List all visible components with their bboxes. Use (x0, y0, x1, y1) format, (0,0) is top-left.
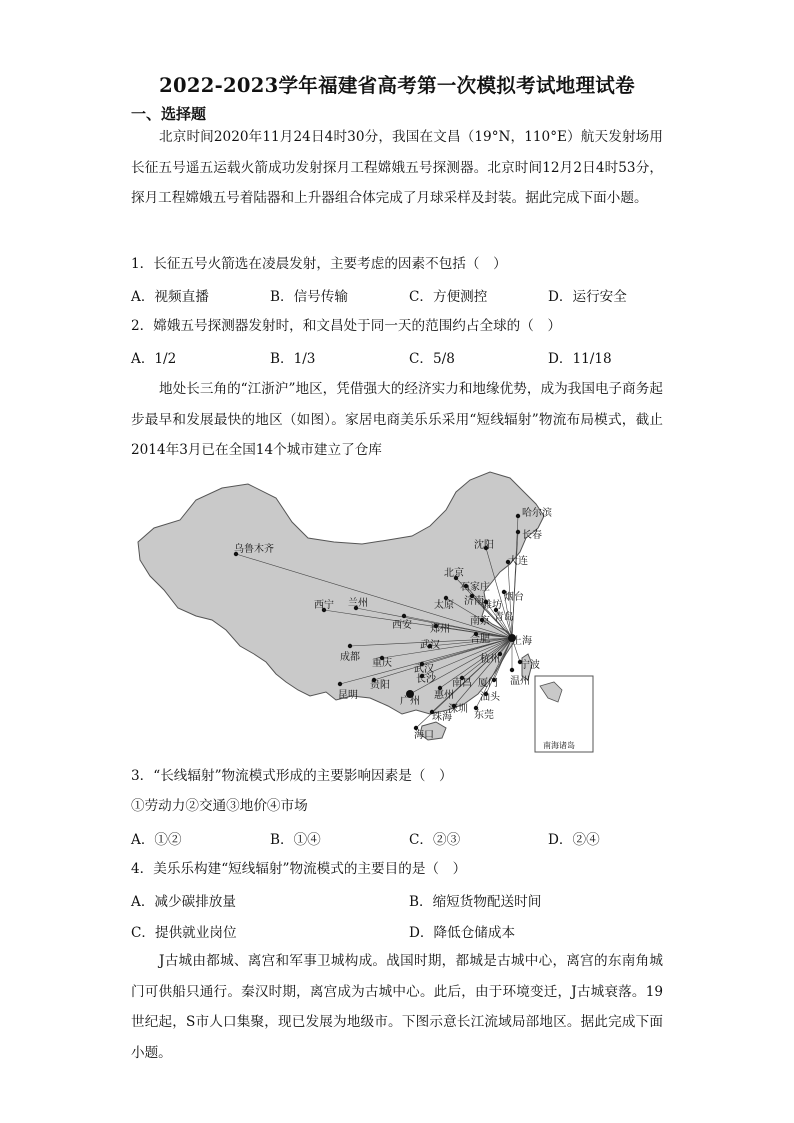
city-label: 兰州 (348, 598, 368, 609)
q3-option-d[interactable]: D．②④ (548, 832, 600, 848)
city-label: 青岛 (494, 612, 514, 623)
question-1-options (131, 285, 691, 305)
inset-label: 南海诸岛 (543, 741, 575, 750)
city-label: 武汉 (420, 640, 440, 651)
city-label: 大连 (508, 556, 528, 567)
question-1-stem: 1．长征五号火箭选在凌晨发射，主要考虑的因素不包括（ ） (131, 256, 507, 272)
city-label: 海口 (414, 730, 434, 741)
city-label: 汕头 (480, 692, 500, 703)
city-label: 广州 (400, 696, 420, 707)
city-label: 乌鲁木齐 (234, 544, 274, 555)
city-label: 长沙 (416, 674, 436, 685)
q2-option-c[interactable]: C．5/8 (409, 351, 455, 367)
city-label: 温州 (510, 676, 530, 687)
q1-option-d[interactable]: D．运行安全 (548, 289, 627, 305)
city-label: 重庆 (372, 658, 392, 669)
q2-option-b[interactable]: B．1/3 (270, 351, 316, 367)
q2-option-a[interactable]: A．1/2 (131, 351, 177, 367)
q4-option-b[interactable]: B．缩短货物配送时间 (409, 894, 542, 910)
question-3-stem: 3．“长线辐射”物流模式形成的主要影响因素是（ ） (131, 768, 453, 784)
q4-option-d[interactable]: D．降低仓储成本 (409, 925, 516, 941)
q1-option-b[interactable]: B．信号传输 (270, 289, 348, 305)
city-label: 烟台 (504, 592, 524, 603)
city-dot (516, 514, 520, 518)
passage-1: 北京时间2020年11月24日4时30分，我国在文昌（19°N，110°E）航天发射场用长征五号遥五运载火箭成功发射探月工程嫦娥五号探测器。北京时间12月2日4时53分，探月工程嫦娥五号着陆器和上升器组合体完成了月球采样及封装。据此完成下面小题。 (131, 129, 663, 207)
city-label: 北京 (444, 568, 464, 579)
city-label: 宁波 (520, 660, 540, 671)
city-label: 昆明 (338, 690, 358, 701)
q1-option-c[interactable]: C．方便测控 (409, 289, 488, 305)
china-logistics-map (130, 470, 610, 770)
question-4-stem: 4．美乐乐构建“短线辐射”物流模式的主要目的是（ ） (131, 861, 467, 877)
q2-option-d[interactable]: D．11/18 (548, 351, 612, 367)
section-heading: 一、选择题 (131, 105, 207, 123)
question-4-options-row2 (131, 921, 691, 941)
city-label: 杭州 (480, 654, 500, 665)
page-title: 2022-2023学年福建省高考第一次模拟考试地理试卷 (159, 74, 635, 97)
q4-option-a[interactable]: A．减少碳排放量 (131, 894, 236, 910)
question-3-choices: ①劳动力②交通③地价④市场 (131, 798, 308, 814)
city-label: 西安 (392, 620, 412, 631)
q4-option-c[interactable]: C．提供就业岗位 (131, 925, 237, 941)
city-label: 太原 (434, 600, 454, 611)
q1-option-a[interactable]: A．视频直播 (131, 289, 209, 305)
passage-3: J古城由都城、离宫和军事卫城构成。战国时期，都城是古城中心，离宫的东南角城门可供船只通行。秦汉时期，离宫成为古城中心。此后，由于环境变迁，J古城衰落。19世纪起，S市人口集聚，现已发展为地级市。下图示意长江流域局部地区。据此完成下面小题。 (131, 953, 663, 1061)
city-label: 武汉 (414, 664, 434, 675)
city-label: 哈尔滨 (522, 508, 552, 519)
city-label: 西宁 (314, 600, 334, 611)
city-label: 南昌 (452, 678, 472, 689)
city-label: 珠海 (432, 712, 452, 723)
passage-2: 地处长三角的“江浙沪”地区，凭借强大的经济实力和地缘优势，成为我国电子商务起步最早和发展最快的地区（如图）。家居电商美乐乐采用“短线辐射”物流布局模式，截止2014年3月已在全国14个城市建立了仓库 (131, 381, 663, 459)
q3-option-c[interactable]: C．②③ (409, 832, 461, 848)
city-label: 惠州 (434, 690, 454, 701)
city-label: 石家庄 (460, 582, 490, 593)
city-label: 东莞 (474, 710, 494, 721)
city-label: 合肥 (470, 634, 490, 645)
city-label: 厦门 (478, 678, 498, 689)
city-label: 郑州 (430, 624, 450, 635)
city-label: 上海 (512, 636, 532, 647)
question-4-options-row1 (131, 890, 691, 910)
city-label: 潍坊 (482, 600, 502, 611)
question-2-stem: 2．嫦娥五号探测器发射时，和文昌处于同一天的范围约占全球的（ ） (131, 318, 562, 334)
q3-option-a[interactable]: A．①② (131, 832, 182, 848)
question-3-options (131, 828, 691, 848)
q3-option-b[interactable]: B．①④ (270, 832, 321, 848)
question-2-options (131, 347, 691, 367)
city-label: 深圳 (448, 704, 468, 715)
city-label: 沈阳 (474, 540, 494, 551)
city-label: 贵阳 (370, 680, 390, 691)
city-label: 成都 (340, 652, 360, 663)
city-label: 南京 (470, 616, 490, 627)
city-dot (516, 530, 520, 534)
city-label: 长春 (522, 530, 542, 541)
city-label: 济南 (464, 596, 484, 607)
